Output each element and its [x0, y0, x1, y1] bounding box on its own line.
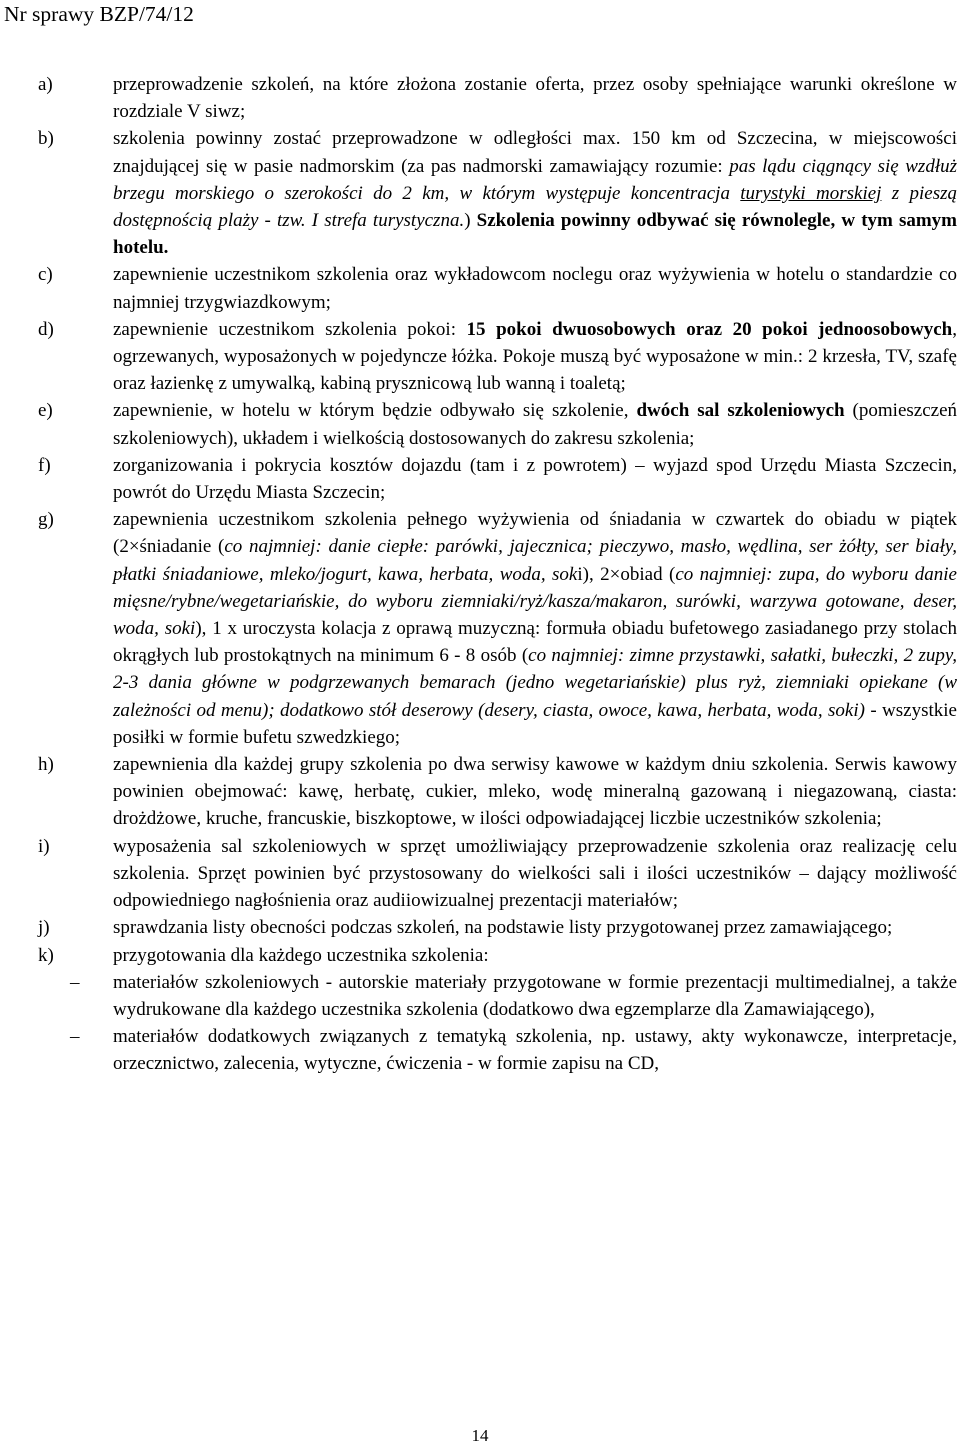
material-text: materiałów dodatkowych związanych z tematyką szkolenia, np. ustawy, akty wykonawcze, interpretacje, orzecznictwo, zalecenia, wytyczne, ćwiczenia - w formie zapisu na CD, [113, 1026, 957, 1075]
requirement-item [38, 452, 957, 506]
item-text: przeprowadzenie szkoleń, na które złożona zostanie oferta, przez osoby spełniające warunki określone w rozdziale V siwz; [113, 74, 957, 123]
item-text: dwóch sal szkoleniowych [636, 400, 845, 422]
item-text: zorganizowania i pokrycia kosztów dojazdu (tam i z powrotem) – wyjazd spod Urzędu Miasta Szczecin, powrót do Urzędu Miasta Szczecin; [113, 454, 957, 504]
requirements-list [38, 71, 957, 969]
material-list-item [38, 969, 957, 1023]
item-text: wyposażenia sal szkoleniowych w sprzęt umożliwiający przeprowadzenie szkolenia oraz realizację celu szkolenia. Sprzęt powinien być przystosowany do wielkości sali i ilości uczestników – dający możliwość odpowiedniego nagłośnienia oraz audiiowizualnej prezentacji materiałów; [113, 835, 957, 912]
item-text: szkolenia powinny zostać przeprowadzone w odległości max. 150 km od Szczecina, w miejscowości znajdującej się w pasie nadmorskim (za pas nadmorski zamawiający rozumie: [113, 128, 957, 177]
requirement-item [38, 261, 957, 315]
item-marker: f) [38, 454, 51, 476]
item-text: ), 1 x uroczysta kolacja z oprawą muzyczną: formuła obiadu bufetowego zasiadanego przy stolach okrągłych lub prostokątnych na minimum 6 - 8 osób ( [113, 618, 957, 667]
requirement-item [38, 397, 957, 451]
item-text: zapewnienie uczestnikom szkolenia pokoi: [113, 318, 467, 340]
item-marker: g) [38, 509, 54, 531]
page-number: 14 [471, 1426, 489, 1445]
requirement-item [38, 125, 957, 261]
item-marker: a) [38, 74, 53, 95]
material-list-item [38, 1023, 957, 1077]
item-marker: k) [38, 944, 54, 966]
requirement-item [38, 71, 957, 125]
item-text: z pieszą dostępnością plaży - tzw. I strefa turystyczna. [113, 182, 957, 232]
item-text: , ogrzewanych, wyposażonych w pojedyncze łóżka. Pokoje muszą być wyposażone w min.: 2 krzesła, TV, szafę oraz łazienkę z umywalką, kabiną prysznicową lub wanną i toaletą; [113, 318, 957, 395]
material-text: materiałów szkoleniowych - autorskie materiały przygotowane w formie prezentacji multimedialnej, a także wydrukowane dla każdego uczestnika szkolenia (dodatkowo dwa egzemplarze dla Zamawiającego), [113, 971, 957, 1020]
dash-bullet: – [70, 1026, 80, 1048]
item-text: zapewnienia uczestnikom szkolenia pełnego wyżywienia od śniadania w czwartek do obiadu w piątek (2×śniadanie ( [113, 509, 957, 558]
requirement-item [38, 942, 957, 969]
item-text: 15 pokoi dwuosobowych oraz 20 pokoi jednoosobowych [466, 318, 953, 340]
item-marker: d) [38, 318, 54, 340]
item-text: sprawdzania listy obecności podczas szkoleń, na podstawie listy przygotowanej przez zamawiającego; [113, 917, 893, 939]
item-text: co najmniej: zupa, do wyboru danie mięsne/rybne/wegetariańskie, do wyboru ziemniaki/ryż/kasza/makaron, surówki, warzywa gotowane, deser, woda, soki [113, 563, 957, 640]
item-text: i), 2×obiad ( [577, 563, 676, 585]
case-number-header: Nr sprawy BZP/74/12 [4, 2, 194, 26]
item-text: przygotowania dla każdego uczestnika szkolenia: [113, 944, 489, 966]
item-text: (pomieszczeń szkoleniowych), układem i wielkością dostosowanych do zakresu szkolenia; [113, 400, 958, 449]
item-marker: e) [38, 400, 53, 422]
item-text: zapewnienie, w hotelu w którym będzie odbywało się szkolenie, [113, 400, 637, 422]
item-text: co najmniej: zimne przystawki, sałatki, bułeczki, 2 zupy, 2-3 dania główne w podgrzewanych bemarach (jedno wegetariańskie) plus ryż, ziemniaki opiekane (w zależności od menu); dodatkowo stół deserowy (desery, ciasta, owoce, kawa, herbata, woda, soki) [113, 645, 957, 721]
item-text: Szkolenia powinny odbywać się równolegle, w tym samym hotelu. [113, 210, 958, 259]
training-materials-list [38, 969, 957, 1078]
requirement-item [38, 751, 957, 833]
item-marker: i) [38, 835, 50, 857]
item-text: ) [464, 210, 477, 232]
document-body [38, 71, 957, 1078]
requirement-item [38, 833, 957, 915]
item-text: pas lądu ciągnący się wzdłuż brzegu morskiego o szerokości do 2 km, w którym występuje koncentracja [113, 155, 957, 204]
item-text: zapewnienia dla każdej grupy szkolenia po dwa serwisy kawowe w każdym dniu szkolenia. Serwis kawowy powinien obejmować: kawę, herbatę, cukier, mleko, wodę mineralną gazowaną i niegazowaną, ciasta: drożdżowe, kruche, francuskie, biszkoptowe, w ilości odpowiadającej liczbie uczestników szkolenia; [113, 754, 957, 830]
item-text: co najmniej: danie ciepłe: parówki, jajecznica; pieczywo, masło, wędlina, ser żółty, ser biały, płatki śniadaniowe, mleko/jogurt, kawa, herbata, woda, sok [113, 536, 957, 585]
requirement-item [38, 506, 957, 751]
item-marker: b) [38, 128, 54, 150]
requirement-item [38, 914, 957, 941]
item-marker: j) [38, 917, 50, 939]
item-marker: h) [38, 754, 54, 776]
item-marker: c) [38, 264, 53, 286]
dash-bullet: – [70, 971, 80, 993]
item-text: - wszystkie posiłki w formie bufetu szwedzkiego; [113, 699, 957, 748]
requirement-item [38, 316, 957, 398]
item-text: zapewnienie uczestnikom szkolenia oraz wykładowcom noclegu oraz wyżywienia w hotelu o standardzie co najmniej trzygwiazdkowym; [113, 264, 957, 313]
item-text: turystyki morskiej [740, 182, 882, 204]
